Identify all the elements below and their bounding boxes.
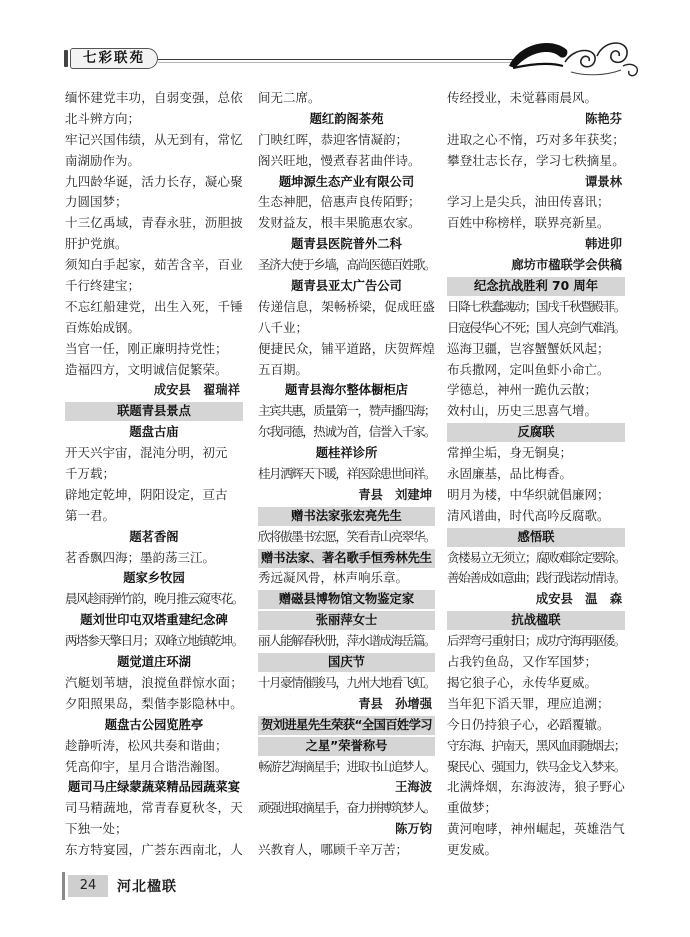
couplet-title <box>65 652 243 673</box>
section-banner-text: 国庆节 <box>328 655 365 670</box>
author-credit-text: 王海波 <box>395 780 432 795</box>
section-title: 七彩联苑 <box>70 48 158 69</box>
author-credit-text: 韩进卯 <box>585 237 622 252</box>
couplet-line-text: 当年犯下滔天罪，理应追溯； <box>447 695 610 711</box>
couplet-line <box>258 151 435 172</box>
couplet-line <box>447 840 625 861</box>
couplet-line-text: 阁兴旺地，慢煮春茗曲伴诗。 <box>258 152 421 168</box>
couplet-line <box>65 819 243 840</box>
couplet-line-text: 下独一处； <box>65 821 128 837</box>
couplet-line-text: 茗香飘四海；墨韵荡三江。 <box>65 549 216 565</box>
author-credit <box>258 819 435 840</box>
section-banner <box>447 276 625 297</box>
section-banner-text: 反腐联 <box>517 425 555 440</box>
couplet-title-text: 题刘世印屯双塔重建纪念碑 <box>80 613 228 628</box>
couplet-line-text: 今日仍持狼子心，必蹈覆辙。 <box>447 716 610 732</box>
author-credit-text: 陈万钧 <box>395 822 432 837</box>
couplet-line <box>447 736 625 757</box>
couplet-line-text: 肝护党旗。 <box>65 236 128 252</box>
section-banner-text: 纪念抗战胜利 70 周年 <box>473 279 599 294</box>
section-banner-text: 张丽萍女士 <box>315 613 378 628</box>
section-banner-text: 贺刘进星先生荣获“全国百姓学习 <box>261 717 432 732</box>
couplet-title-text: 题青县海尔整体橱柜店 <box>285 383 408 398</box>
author-credit <box>447 255 625 276</box>
couplet-line <box>65 631 243 652</box>
couplet-line-text: 晨风趁雨弹竹韵，晚月推云窥枣花。 <box>65 591 243 607</box>
couplet-line-text: 学德总，神州一跪仇云散； <box>447 382 598 398</box>
couplet-line-text: 九四龄华诞，活力长存，凝心聚 <box>65 173 243 189</box>
couplet-title <box>258 276 435 297</box>
couplet-title <box>65 777 243 798</box>
couplet-line <box>65 464 243 485</box>
couplet-line <box>65 548 243 569</box>
couplet-line-text: 第一君。 <box>65 507 116 523</box>
couplet-line-text: 重做梦； <box>447 800 498 816</box>
couplet-line-text: 畅游艺海摘星手；进取书山追梦人。 <box>258 758 435 774</box>
section-banner <box>258 506 435 527</box>
couplet-line <box>65 276 243 297</box>
couplet-line <box>447 318 625 339</box>
couplet-line <box>65 443 243 464</box>
couplet-title-text: 题红韵阁茶苑 <box>309 111 384 126</box>
couplet-title <box>65 527 243 548</box>
couplet-line <box>258 568 435 589</box>
couplet-line-text: 后羿弯弓重射日；成功守海再驱倭。 <box>447 633 625 649</box>
author-credit-text: 青县 刘建坤 <box>358 487 432 502</box>
section-banner-text: 赠书法家、著名歌手恒秀林先生 <box>260 550 433 565</box>
section-banner-text: 赠磁县博物馆文物鉴定家 <box>278 592 415 607</box>
couplet-line <box>447 506 625 527</box>
couplet-line <box>447 798 625 819</box>
couplet-title-text: 题桂祥诊所 <box>315 446 378 461</box>
couplet-line-text: 趁静听涛，松风共奏和谐曲； <box>65 737 228 753</box>
couplet-line <box>447 192 625 213</box>
couplet-line <box>65 151 243 172</box>
couplet-title-text: 题觉道庄环湖 <box>117 655 191 670</box>
couplet-line <box>447 464 625 485</box>
couplet-line <box>447 360 625 381</box>
couplet-title <box>65 610 243 631</box>
couplet-line <box>65 798 243 819</box>
couplet-line <box>258 401 435 422</box>
couplet-title-text: 题坤源生态产业有限公司 <box>278 174 415 189</box>
author-credit <box>447 109 625 130</box>
couplet-line <box>65 840 243 861</box>
couplet-line-text: 间无二席。 <box>258 90 321 105</box>
couplet-line <box>447 673 625 694</box>
couplet-line <box>447 777 625 798</box>
couplet-line <box>65 192 243 213</box>
section-banner-text: 之星”荣誉称号 <box>305 738 388 753</box>
couplet-line-text: 永固廉基，品比梅香。 <box>447 466 573 482</box>
couplet-line-text: 北满烽烟，东海波涛，狼子野心 <box>447 779 625 795</box>
couplet-line-text: 当官一任，刚正廉明持党性； <box>65 340 228 356</box>
couplet-line-text: 秀远凝风骨，林声响乐章。 <box>258 570 409 586</box>
section-banner-text: 联题青县景点 <box>117 404 191 419</box>
couplet-line <box>258 840 435 861</box>
brush-ornament-icon <box>505 26 645 82</box>
couplet-line <box>447 380 625 401</box>
couplet-line <box>447 401 625 422</box>
couplet-title <box>258 380 435 401</box>
couplet-line <box>258 464 435 485</box>
header-rule-shadow <box>158 62 514 63</box>
couplet-line-text: 布兵撒网，定叫鱼虾小命亡。 <box>447 361 610 377</box>
section-banner <box>258 652 435 673</box>
couplet-line <box>258 339 435 360</box>
couplet-title-text: 题司马庄绿蒙蔬菜精品园蔬菜宴 <box>67 780 241 795</box>
couplet-line <box>65 339 243 360</box>
couplet-title-text: 题青县医院普外二科 <box>291 237 402 252</box>
couplet-line <box>258 422 435 443</box>
section-banner-text: 赠书法家张宏亮先生 <box>291 508 402 523</box>
couplet-line <box>65 109 243 130</box>
section-banner <box>65 401 243 422</box>
couplet-title <box>65 568 243 589</box>
couplet-line-text: 司马精蔬地，常青春夏秋冬，天 <box>65 800 243 816</box>
couplet-line-text: 常掸尘垢，身无铜臭； <box>447 445 573 461</box>
couplet-line <box>65 694 243 715</box>
couplet-line-text: 占我钓鱼岛，又作军国梦； <box>447 654 598 670</box>
section-banner <box>258 548 435 569</box>
couplet-line-text: 欣将傲墨书宏愿，笑看青山亮翠华。 <box>258 528 435 544</box>
couplet-line <box>447 715 625 736</box>
section-banner <box>258 589 435 610</box>
couplet-line-text: 发财益友，根丰果脆惠农家。 <box>258 215 421 231</box>
couplet-line <box>65 589 243 610</box>
couplet-line-text: 百炼始成钢。 <box>65 319 141 335</box>
page-number: 24 <box>68 875 108 897</box>
couplet-line-text: 十月豪情催骏马，九州大地看飞虹。 <box>258 674 435 690</box>
couplet-line-text: 不忘红船建党，出生入死，千锤 <box>65 298 243 314</box>
couplet-line <box>447 443 625 464</box>
couplet-line-text: 百姓中称榜样，联界亮新星。 <box>447 215 610 231</box>
couplet-line-text: 效村山，历史三思喜气增。 <box>447 403 598 419</box>
couplet-line-text: 生态神肥，倍惠声良传陌野； <box>258 194 421 210</box>
section-banner <box>447 422 625 443</box>
couplet-title <box>258 234 435 255</box>
couplet-line-text: 黄河咆哮，神州崛起，英雄浩气 <box>447 821 625 837</box>
couplet-line-text: 善始善成如意曲；践行践诺动情诗。 <box>447 570 625 586</box>
couplet-line <box>447 88 625 109</box>
couplet-line-text: 两塔参天擎日月；双峰立地镇乾坤。 <box>65 633 243 649</box>
couplet-line <box>447 485 625 506</box>
couplet-line <box>447 548 625 569</box>
author-credit <box>65 380 243 401</box>
couplet-line-text: 缅怀建党丰功，自弱变强，总依 <box>65 90 243 105</box>
couplet-line <box>447 339 625 360</box>
author-credit <box>447 172 625 193</box>
couplet-line <box>258 673 435 694</box>
couplet-line <box>65 485 243 506</box>
couplet-line <box>258 318 435 339</box>
couplet-line <box>447 694 625 715</box>
author-credit-text: 谭景林 <box>585 174 622 189</box>
couplet-line-text: 兴教育人，哪顾千辛万苦； <box>258 842 409 858</box>
couplet-line-text: 攀登壮志长存，学习七秩摘星。 <box>447 152 625 168</box>
couplet-line-text: 学习上是尖兵，油田传喜讯； <box>447 194 610 210</box>
couplet-line <box>447 819 625 840</box>
couplet-line-text: 巡海卫疆，岂容蟹蟹妖风起； <box>447 340 610 356</box>
couplet-line-text: 力圆国梦； <box>65 194 128 210</box>
couplet-line-text: 造福四方，文明诚信促繁荣。 <box>65 361 228 377</box>
couplet-line <box>65 318 243 339</box>
couplet-line <box>65 213 243 234</box>
section-tab-marker <box>64 50 68 67</box>
couplet-title-text: 题家乡牧园 <box>123 571 185 586</box>
couplet-line-text: 顽强进取摘星手，奋力拼搏筑梦人。 <box>258 800 435 816</box>
couplet-line <box>258 213 435 234</box>
section-banner <box>447 527 625 548</box>
couplet-line <box>65 673 243 694</box>
couplet-line-text: 汽艇划苇塘，浪搅鱼群惊水面； <box>65 674 243 690</box>
couplet-line <box>258 130 435 151</box>
footer-stripe <box>62 872 65 900</box>
couplet-line <box>258 757 435 778</box>
couplet-line <box>447 568 625 589</box>
couplet-line-text: 凭高仰宇，星月合谐浩瀚图。 <box>65 758 228 774</box>
header-rule <box>158 59 514 60</box>
couplet-line <box>447 213 625 234</box>
couplet-line <box>65 360 243 381</box>
couplet-line <box>447 631 625 652</box>
section-banner-text: 抗战楹联 <box>511 613 561 628</box>
couplet-line-text: 更发威。 <box>447 842 498 858</box>
author-credit <box>258 694 435 715</box>
couplet-line <box>65 506 243 527</box>
couplet-line-text: 门映红晖，恭迎客情凝韵； <box>258 131 409 147</box>
couplet-line-text: 东方特宴园，广荟东西南北，人 <box>65 842 243 858</box>
column-middle <box>258 88 435 861</box>
couplet-line-text: 聚民心、强国力，铁马金戈入梦来。 <box>447 758 625 774</box>
section-banner <box>258 736 435 757</box>
couplet-line <box>65 297 243 318</box>
author-credit-text: 成安县 温 森 <box>535 592 622 607</box>
couplet-line-text: 牢记兴国伟绩，从无到有，常忆 <box>65 131 243 147</box>
couplet-line-text: 南湖励作为。 <box>65 152 141 168</box>
couplet-line-text: 传经授业，未觉暮雨晨风。 <box>447 90 598 105</box>
couplet-line-text: 夕阳照果岛，梨偕李影隐林中。 <box>65 695 243 711</box>
couplet-line-text: 千行终建宝； <box>65 278 141 294</box>
couplet-line-text: 圣济大使于乡墙，高尚医德百姓歌。 <box>258 257 435 273</box>
section-banner <box>447 610 625 631</box>
couplet-line <box>447 297 625 318</box>
section-banner <box>258 715 435 736</box>
couplet-title-text: 题盘古庙 <box>129 425 179 440</box>
couplet-title-text: 题青县亚太广告公司 <box>291 279 402 294</box>
couplet-line-text: 守东海、护南天，黑风血雨随烟去； <box>447 737 625 753</box>
couplet-line <box>65 255 243 276</box>
couplet-line-text: 清风谱曲，时代高吟反腐歌。 <box>447 507 610 523</box>
couplet-line <box>447 130 625 151</box>
couplet-title <box>258 109 435 130</box>
couplet-line-text: 北斗辨方向； <box>65 110 141 126</box>
couplet-line <box>65 234 243 255</box>
couplet-title <box>258 172 435 193</box>
section-banner <box>258 610 435 631</box>
couplet-line <box>447 151 625 172</box>
couplet-line-text: 八千业； <box>258 319 309 335</box>
couplet-line-text: 贪楼易立无须立；腐败难除定要除。 <box>447 549 625 565</box>
couplet-line <box>258 297 435 318</box>
couplet-line-text: 开天兴宇宙，混沌分明，初元 <box>65 445 228 461</box>
author-credit-text: 青县 孙增强 <box>358 696 432 711</box>
couplet-line-text: 丽人能解春秋册，萍水谱成海岳篇。 <box>258 633 435 649</box>
author-credit <box>447 589 625 610</box>
couplet-line <box>258 192 435 213</box>
couplet-line-text: 桂月洒辉天下暖，祥医除患世间祥。 <box>258 466 435 482</box>
couplet-title-text: 题茗香阁 <box>129 529 179 544</box>
section-banner-text: 感悟联 <box>517 529 555 544</box>
couplet-line-text: 十三亿禹域，青春永驻，沥胆披 <box>65 215 243 231</box>
couplet-line-text: 五百期。 <box>258 361 309 377</box>
author-credit <box>258 485 435 506</box>
couplet-line-text: 日寇侵华心不死；国人亮剑气难消。 <box>447 319 625 335</box>
couplet-line <box>258 631 435 652</box>
couplet-line-text: 千万载； <box>65 466 116 482</box>
couplet-line-text: 明月为楼，中华织就倡廉网； <box>447 486 610 502</box>
couplet-line-text: 进取之心不惰，巧对多年获奖； <box>447 131 625 147</box>
couplet-line <box>258 255 435 276</box>
couplet-title <box>65 422 243 443</box>
column-right <box>447 88 625 861</box>
couplet-line <box>258 88 435 109</box>
author-credit <box>258 777 435 798</box>
author-credit-text: 成安县 翟瑞祥 <box>153 383 240 398</box>
couplet-line-text: 揭它狼子心，永传华夏威。 <box>447 674 598 690</box>
couplet-line <box>447 652 625 673</box>
couplet-line <box>65 172 243 193</box>
couplet-title <box>258 443 435 464</box>
couplet-line-text: 须知白手起家，茹苦含辛，百业 <box>65 257 243 273</box>
couplet-line-text: 日降七秩蠢魂动；国戌千秋暨殿菲。 <box>447 298 625 314</box>
author-credit <box>447 234 625 255</box>
couplet-line <box>65 88 243 109</box>
couplet-line <box>65 130 243 151</box>
couplet-line <box>65 757 243 778</box>
couplet-line-text: 传递信息，架畅桥梁，促成旺盛 <box>258 298 435 314</box>
couplet-line-text: 尔我同德，热诚为首，信誉入千家。 <box>258 424 435 440</box>
author-credit-text: 廊坊市楹联学会供稿 <box>511 258 622 273</box>
couplet-line <box>258 798 435 819</box>
couplet-line <box>65 736 243 757</box>
couplet-line <box>447 757 625 778</box>
couplet-line <box>258 360 435 381</box>
couplet-line-text: 辟地定乾坤，阴阳设定，亘古 <box>65 486 228 502</box>
couplet-line <box>258 527 435 548</box>
author-credit-text: 陈艳芬 <box>585 111 622 126</box>
couplet-line-text: 便捷民众，铺平道路，庆贺辉煌 <box>258 340 435 356</box>
couplet-line-text: 主宾共惠，质量第一，赞声播四海； <box>258 403 435 419</box>
couplet-title-text: 题盘古公园览胜亭 <box>104 717 204 732</box>
column-left <box>65 88 243 861</box>
couplet-title <box>65 715 243 736</box>
publication-name: 河北楹联 <box>117 879 177 895</box>
